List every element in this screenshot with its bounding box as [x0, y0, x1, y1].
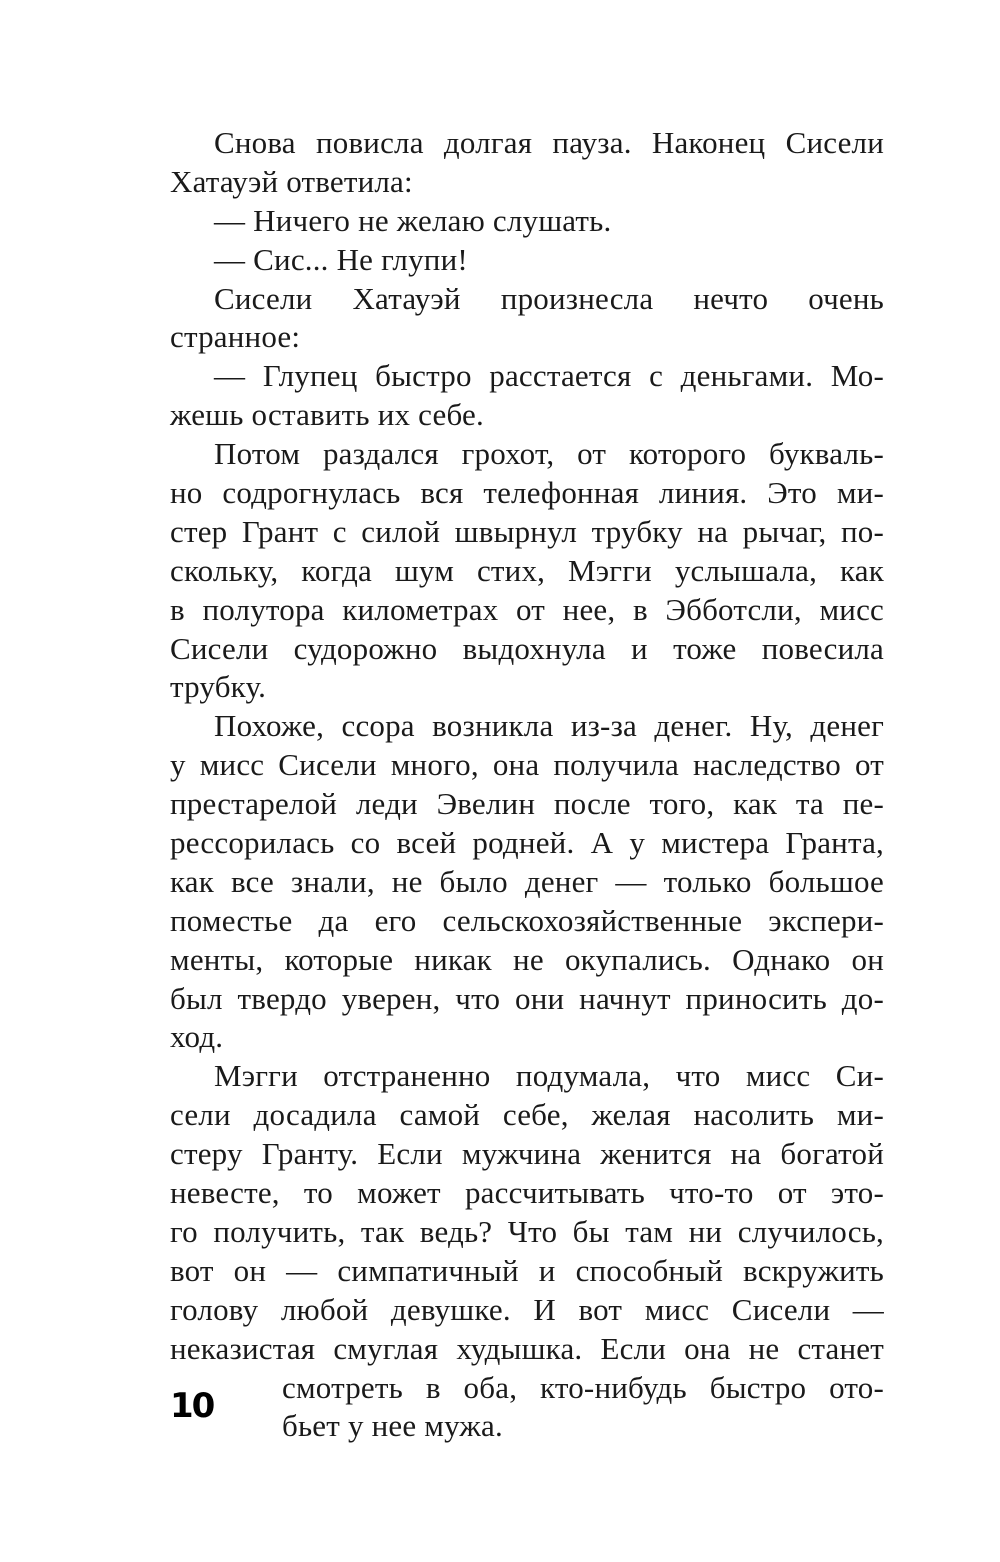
text-line: невесте, то может рассчитывать что-то от это- [170, 1175, 884, 1211]
text-line: но содрогнулась вся телефонная линия. Это ми- [170, 475, 884, 511]
text-line: как все знали, не было денег — только большое [170, 863, 884, 899]
text-line: трубку. [170, 669, 267, 705]
body-text [170, 124, 884, 1446]
text-line: Сисели судорожно выдохнула и тоже повесила [170, 630, 884, 666]
text-line: стеру Гранту. Если мужчина женится на богатой [170, 1136, 884, 1172]
text-line: скольку, когда шум стих, Мэгги услышала, как [170, 552, 884, 588]
text-line: жешь оставить их себе. [170, 397, 484, 433]
text-line: Похоже, ссора возникла из-за денег. Ну, денег [214, 708, 884, 744]
text-line: был твердо уверен, что они начнут приносить до- [170, 980, 884, 1016]
text-line: бьет у нее мужа. [282, 1408, 503, 1444]
text-line: сели досадила самой себе, желая насолить ми- [170, 1097, 884, 1133]
text-line: престарелой леди Эвелин после того, как та пе- [170, 786, 884, 822]
text-line: Хатауэй ответила: [170, 163, 413, 199]
text-line: Снова повисла долгая пауза. Наконец Сисели [214, 125, 884, 160]
text-line: Сисели Хатауэй произнесла нечто очень [214, 280, 884, 316]
text-line: неказистая смуглая худышка. Если она не станет [170, 1330, 884, 1366]
text-line: рессорилась со всей родней. А у мистера Гранта, [170, 825, 884, 861]
text-line: ход. [170, 1019, 224, 1055]
text-line: вот он — симпатичный и способный вскружить [170, 1252, 884, 1288]
text-line: — Сис... Не глупи! [214, 241, 468, 277]
text-line: Мэгги отстраненно подумала, что мисс Си- [214, 1058, 884, 1094]
text-line: в полутора километрах от нее, в Эбботсли, мисс [170, 591, 884, 627]
text-line: — Ничего не желаю слушать. [214, 202, 612, 238]
text-line: — Глупец быстро расстается с деньгами. Мо- [214, 358, 884, 394]
text-line: стер Грант с силой швырнул трубку на рычаг, по- [170, 513, 884, 549]
text-line: странное: [170, 319, 301, 355]
text-line: поместье да его сельскохозяйственные экспери- [170, 902, 884, 938]
text-line: го получить, так ведь? Что бы там ни случилось, [170, 1213, 884, 1249]
page-number: 10 [170, 1386, 214, 1426]
text-line: голову любой девушке. И вот мисс Сисели — [170, 1291, 884, 1327]
text-line: у мисс Сисели много, она получила наследство от [170, 747, 884, 783]
text-line: Потом раздался грохот, от которого букваль- [214, 436, 884, 472]
text-line: смотреть в оба, кто-нибудь быстро ото- [282, 1369, 884, 1405]
text-line: менты, которые никак не окупались. Однако он [170, 941, 884, 977]
